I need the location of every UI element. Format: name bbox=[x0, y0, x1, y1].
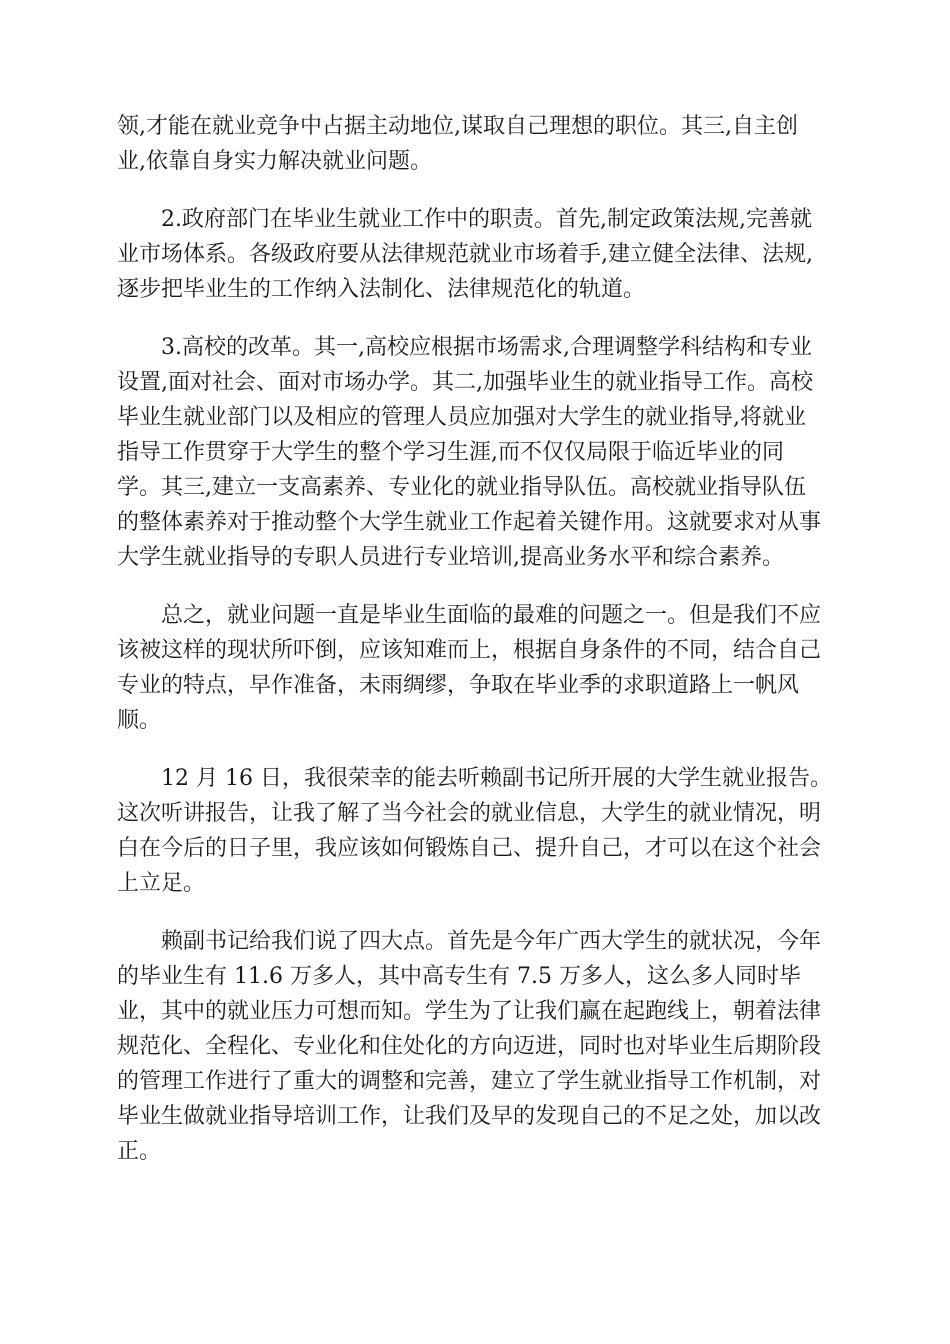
text-line: 大学生就业指导的专职人员进行专业培训,提高业务水平和综合素养。 bbox=[117, 545, 784, 570]
text-line: 设置,面对社会、面对市场办学。其二,加强毕业生的就业指导工作。高校 bbox=[117, 370, 813, 395]
text-line: 领,才能在就业竞争中占据主动地位,谋取自己理想的职位。其三,自主创 bbox=[117, 114, 798, 139]
text-line: 学。其三,建立一支高素养、专业化的就业指导队伍。高校就业指导队伍 bbox=[117, 475, 806, 500]
document-body bbox=[117, 109, 833, 1192]
text-line: 指导工作贯穿于大学生的整个学习生涯,而不仅仅局限于临近毕业的同 bbox=[117, 440, 784, 465]
paragraph bbox=[117, 924, 833, 1169]
text-line: 规范化、全程化、专业化和住处化的方向迈进，同时也对毕业生后期阶段 bbox=[117, 1034, 822, 1059]
text-line: 2.政府部门在毕业生就业工作中的职责。首先,制定政策法规,完善就 bbox=[161, 207, 812, 232]
text-line: 业,依靠自身实力解决就业问题。 bbox=[117, 149, 432, 174]
text-line: 赖副书记给我们说了四大点。首先是今年广西大学生的就状况，今年 bbox=[161, 929, 822, 954]
text-line: 顺。 bbox=[117, 708, 162, 733]
text-line: 的毕业生有 11.6 万多人，其中高专生有 7.5 万多人，这么多人同时毕 bbox=[117, 964, 801, 989]
text-line: 12 月 16 日，我很荣幸的能去听赖副书记所开展的大学生就业报告。 bbox=[161, 766, 832, 791]
text-line: 的整体素养对于推动整个大学生就业工作起着关键作用。这就要求对从事 bbox=[117, 510, 822, 535]
text-line: 正。 bbox=[117, 1139, 162, 1164]
text-line: 毕业生就业部门以及相应的管理人员应加强对大学生的就业指导,将就业 bbox=[117, 405, 806, 430]
text-line: 业市场体系。各级政府要从法律规范就业市场着手,建立健全法律、法规, bbox=[117, 242, 813, 267]
text-line: 专业的特点，早作准备，未雨绸缪，争取在毕业季的求职道路上一帆风 bbox=[117, 673, 800, 698]
text-line: 上立足。 bbox=[117, 871, 206, 896]
paragraph bbox=[117, 330, 833, 575]
text-line: 的管理工作进行了重大的调整和完善，建立了学生就业指导工作机制，对 bbox=[117, 1069, 822, 1094]
text-line: 这次听讲报告，让我了解了当今社会的就业信息，大学生的就业情况，明 bbox=[117, 801, 822, 826]
text-line: 白在今后的日子里，我应该如何锻炼自己、提升自己，才可以在这个社会 bbox=[117, 836, 822, 861]
text-line: 该被这样的现状所吓倒，应该知难而上，根据自身条件的不同，结合自己 bbox=[117, 638, 822, 663]
paragraph bbox=[117, 598, 833, 738]
paragraph bbox=[117, 202, 833, 307]
paragraph bbox=[117, 109, 833, 179]
text-line: 逐步把毕业生的工作纳入法制化、法律规范化的轨道。 bbox=[117, 277, 646, 302]
paragraph bbox=[117, 761, 833, 901]
text-line: 3.高校的改革。其一,高校应根据市场需求,合理调整学科结构和专业 bbox=[161, 335, 812, 360]
text-line: 业，其中的就业压力可想而知。学生为了让我们赢在起跑线上，朝着法律 bbox=[117, 999, 822, 1024]
text-line: 毕业生做就业指导培训工作，让我们及早的发现自己的不足之处，加以改 bbox=[117, 1104, 822, 1129]
text-line: 总之，就业问题一直是毕业生面临的最难的问题之一。但是我们不应 bbox=[161, 603, 822, 628]
